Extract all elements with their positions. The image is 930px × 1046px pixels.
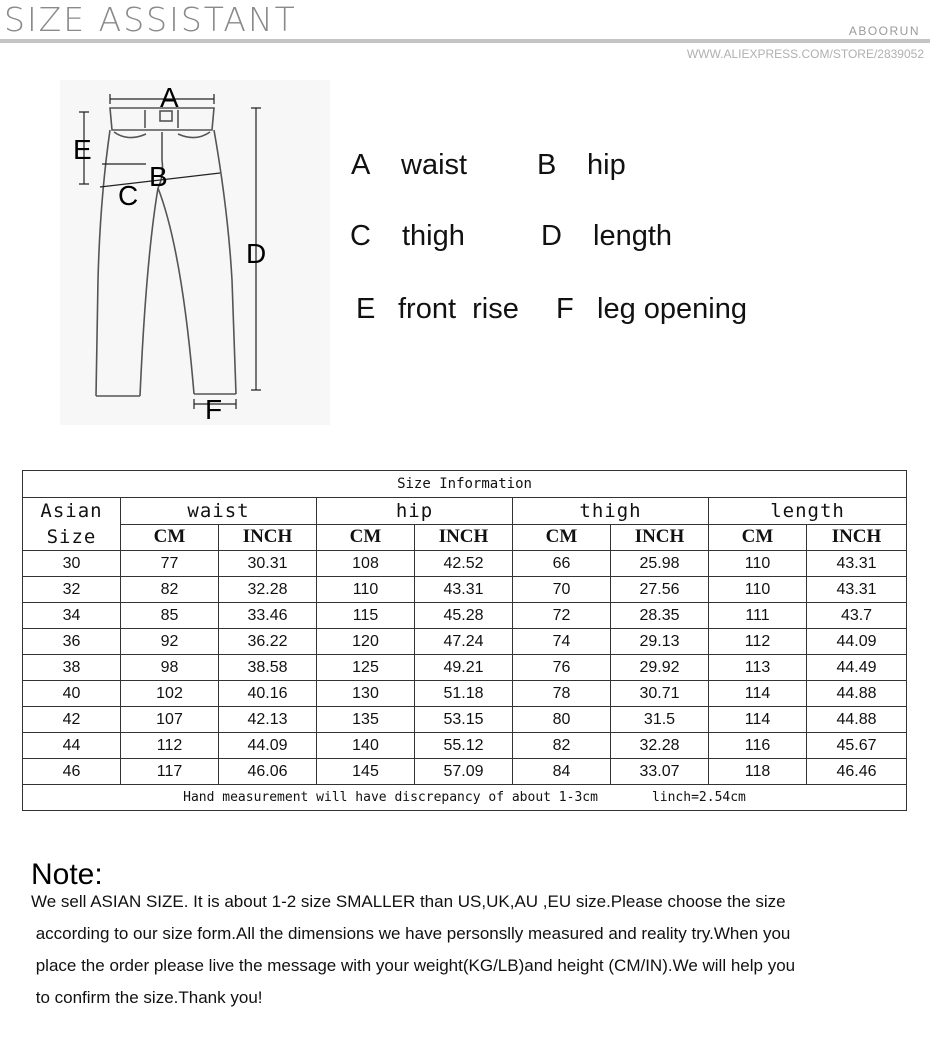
legend-word: front rise xyxy=(398,293,519,325)
measurement-cell: 46.06 xyxy=(219,759,317,785)
pants-outline-icon xyxy=(60,80,330,425)
table-row xyxy=(23,577,907,603)
measurement-cell: 108 xyxy=(317,551,415,577)
legend-key: E xyxy=(356,293,376,325)
measurement-cell: 102 xyxy=(121,681,219,707)
unit-header: INCH xyxy=(219,524,317,551)
measurement-cell: 66 xyxy=(513,551,611,577)
measurement-cell: 107 xyxy=(121,707,219,733)
measurement-cell: 42.52 xyxy=(415,551,513,577)
measurement-cell: 117 xyxy=(121,759,219,785)
diagram-label-f: F xyxy=(205,394,223,425)
measurement-cell: 120 xyxy=(317,629,415,655)
note-line: to confirm the size.Thank you! xyxy=(31,988,263,1007)
measurement-cell: 36.22 xyxy=(219,629,317,655)
measurement-cell: 135 xyxy=(317,707,415,733)
measurement-cell: 51.18 xyxy=(415,681,513,707)
table-row xyxy=(23,707,907,733)
measurement-cell: 44.09 xyxy=(807,629,907,655)
table-footnote-row xyxy=(23,785,907,811)
note-line: according to our size form.All the dimensions we have personslly measured and reality try.When you xyxy=(31,924,791,943)
measurement-cell: 25.98 xyxy=(611,551,709,577)
measurement-cell: 70 xyxy=(513,577,611,603)
size-cell: 36 xyxy=(23,629,121,655)
measurement-cell: 30.71 xyxy=(611,681,709,707)
measurement-cell: 43.7 xyxy=(807,603,907,629)
measurement-cell: 27.56 xyxy=(611,577,709,603)
measurement-cell: 130 xyxy=(317,681,415,707)
legend-word: leg opening xyxy=(597,293,747,325)
measurement-cell: 47.24 xyxy=(415,629,513,655)
legend-item-thigh xyxy=(350,219,465,253)
measurement-cell: 110 xyxy=(317,577,415,603)
diagram-label-e: E xyxy=(73,134,92,165)
measurement-cell: 33.46 xyxy=(219,603,317,629)
legend-key: B xyxy=(537,149,557,181)
size-cell: 44 xyxy=(23,733,121,759)
measurement-cell: 45.28 xyxy=(415,603,513,629)
measurement-cell: 76 xyxy=(513,655,611,681)
measurement-cell: 115 xyxy=(317,603,415,629)
measurement-cell: 55.12 xyxy=(415,733,513,759)
size-cell: 34 xyxy=(23,603,121,629)
measurement-cell: 125 xyxy=(317,655,415,681)
note-line: We sell ASIAN SIZE. It is about 1-2 size SMALLER than US,UK,AU ,EU size.Please choose the size xyxy=(31,892,786,911)
unit-header: INCH xyxy=(415,524,513,551)
page-title: SIZE ASSISTANT xyxy=(4,0,297,39)
group-header-hip: hip xyxy=(317,498,513,525)
store-url: WWW.ALIEXPRESS.COM/STORE/2839052 xyxy=(686,47,924,61)
legend-key: F xyxy=(556,293,574,325)
table-row xyxy=(23,681,907,707)
asian-size-line2: Size xyxy=(46,526,97,548)
note-title: Note: xyxy=(31,858,103,891)
unit-header: CM xyxy=(513,524,611,551)
size-information-table xyxy=(22,470,907,811)
measurement-cell: 33.07 xyxy=(611,759,709,785)
legend-key: C xyxy=(350,220,371,252)
legend-item-front-rise xyxy=(356,292,519,326)
group-header-length: length xyxy=(709,498,907,525)
footnote-discrepancy: Hand measurement will have discrepancy of about 1-3cm xyxy=(183,790,598,805)
legend-item-leg-opening xyxy=(556,292,747,326)
measurement-cell: 46.46 xyxy=(807,759,907,785)
size-cell: 40 xyxy=(23,681,121,707)
unit-header: INCH xyxy=(807,524,907,551)
legend-key: A xyxy=(351,149,371,181)
measurement-cell: 44.88 xyxy=(807,681,907,707)
measurement-cell: 145 xyxy=(317,759,415,785)
asian-size-line1: Asian xyxy=(40,500,103,522)
asian-size-header xyxy=(23,498,121,551)
unit-header: CM xyxy=(317,524,415,551)
measurement-cell: 40.16 xyxy=(219,681,317,707)
measurement-cell: 113 xyxy=(709,655,807,681)
table-row xyxy=(23,733,907,759)
group-header-thigh: thigh xyxy=(513,498,709,525)
measurement-cell: 78 xyxy=(513,681,611,707)
legend-key: D xyxy=(541,220,562,252)
measurement-cell: 38.58 xyxy=(219,655,317,681)
measurement-cell: 114 xyxy=(709,707,807,733)
measurement-cell: 53.15 xyxy=(415,707,513,733)
table-footnote xyxy=(23,785,907,811)
measurement-cell: 114 xyxy=(709,681,807,707)
pants-measurement-diagram xyxy=(60,80,330,425)
legend-item-hip xyxy=(537,148,626,182)
size-cell: 32 xyxy=(23,577,121,603)
measurement-cell: 112 xyxy=(709,629,807,655)
legend-word: waist xyxy=(401,149,468,181)
group-header-waist: waist xyxy=(121,498,317,525)
measurement-cell: 110 xyxy=(709,577,807,603)
measurement-cell: 49.21 xyxy=(415,655,513,681)
measurement-cell: 72 xyxy=(513,603,611,629)
measurement-cell: 29.13 xyxy=(611,629,709,655)
measurement-cell: 32.28 xyxy=(219,577,317,603)
measurement-cell: 116 xyxy=(709,733,807,759)
table-row xyxy=(23,655,907,681)
measurement-cell: 82 xyxy=(513,733,611,759)
size-rows xyxy=(23,551,907,785)
diagram-label-b: B xyxy=(149,161,168,192)
measurement-cell: 112 xyxy=(121,733,219,759)
table-caption: Size Information xyxy=(23,471,907,498)
unit-header: CM xyxy=(709,524,807,551)
measurement-cell: 57.09 xyxy=(415,759,513,785)
table-row xyxy=(23,551,907,577)
size-cell: 30 xyxy=(23,551,121,577)
measurement-cell: 92 xyxy=(121,629,219,655)
size-cell: 42 xyxy=(23,707,121,733)
measurement-cell: 118 xyxy=(709,759,807,785)
table-row xyxy=(23,629,907,655)
measurement-cell: 31.5 xyxy=(611,707,709,733)
measurement-cell: 42.13 xyxy=(219,707,317,733)
brand-name: ABOORUN xyxy=(848,24,920,38)
measurement-cell: 32.28 xyxy=(611,733,709,759)
measurement-cell: 140 xyxy=(317,733,415,759)
unit-header: INCH xyxy=(611,524,709,551)
measurement-cell: 98 xyxy=(121,655,219,681)
legend-word: hip xyxy=(587,149,626,181)
measurement-cell: 43.31 xyxy=(807,551,907,577)
measurement-cell: 29.92 xyxy=(611,655,709,681)
footnote-conversion: linch=2.54cm xyxy=(651,790,746,805)
legend-item-waist xyxy=(351,148,467,182)
measurement-cell: 44.09 xyxy=(219,733,317,759)
diagram-label-c: C xyxy=(118,180,139,211)
measurement-cell: 30.31 xyxy=(219,551,317,577)
header-divider xyxy=(0,39,930,43)
diagram-label-d: D xyxy=(246,238,267,269)
measurement-cell: 28.35 xyxy=(611,603,709,629)
measurement-cell: 110 xyxy=(709,551,807,577)
measurement-cell: 84 xyxy=(513,759,611,785)
table-row xyxy=(23,759,907,785)
measurement-cell: 43.31 xyxy=(807,577,907,603)
measurement-cell: 85 xyxy=(121,603,219,629)
unit-header: CM xyxy=(121,524,219,551)
legend-item-length xyxy=(541,219,672,253)
legend-word: length xyxy=(593,220,673,252)
measurement-cell: 77 xyxy=(121,551,219,577)
measurement-cell: 43.31 xyxy=(415,577,513,603)
measurement-cell: 82 xyxy=(121,577,219,603)
measurement-cell: 44.88 xyxy=(807,707,907,733)
measurement-cell: 74 xyxy=(513,629,611,655)
size-cell: 46 xyxy=(23,759,121,785)
table-row xyxy=(23,603,907,629)
diagram-label-a: A xyxy=(160,82,179,113)
measurement-cell: 45.67 xyxy=(807,733,907,759)
legend-word: thigh xyxy=(402,220,465,252)
measurement-cell: 44.49 xyxy=(807,655,907,681)
measurement-cell: 111 xyxy=(709,603,807,629)
size-cell: 38 xyxy=(23,655,121,681)
measurement-cell: 80 xyxy=(513,707,611,733)
note-line: place the order please live the message with your weight(KG/LB)and height (CM/IN).We will help you xyxy=(31,956,796,975)
